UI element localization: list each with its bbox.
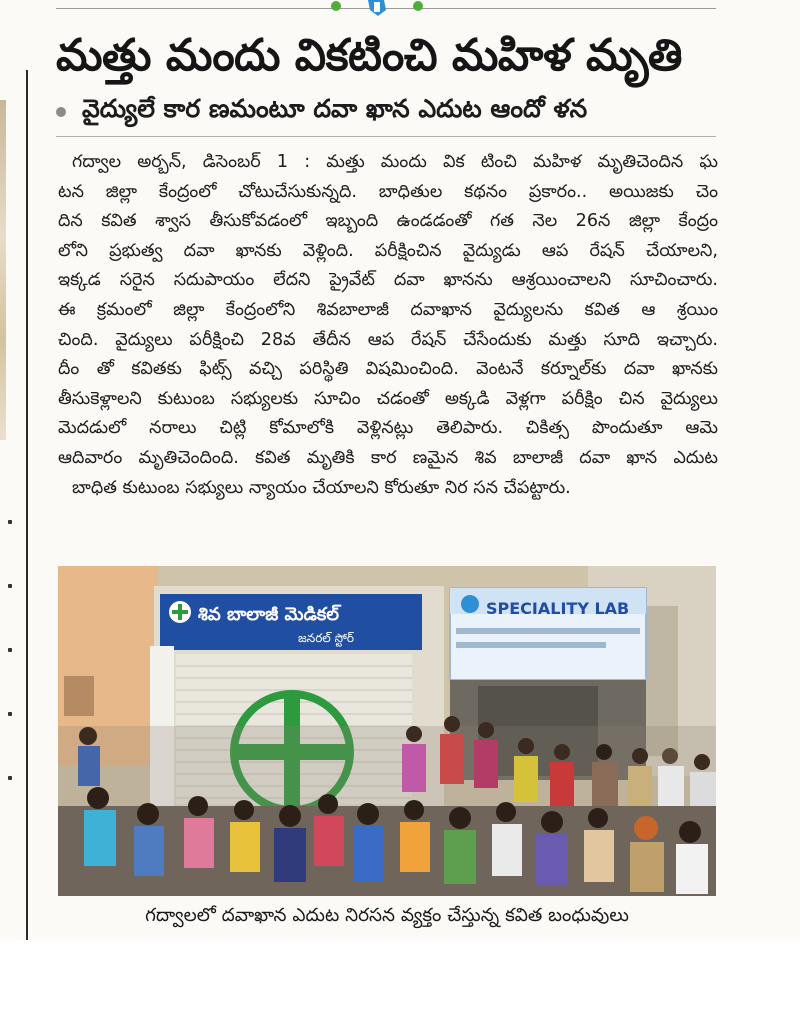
subheadline (56, 92, 696, 132)
subheadline-text: వైద్యులే కార ణమంటూ దవా ఖాన ఎదుట ఆందో ళన (82, 94, 588, 123)
body-line: చింది. వైద్యులు పరీక్షించి 28వ తేదీన ఆప రేషన్ చేసేందుకు మత్తు సూది ఇచ్చారు. (58, 329, 718, 350)
body-line: గద్వాల అర్బన్, డిసెంబర్ 1 : మత్తు మందు విక టించి మహిళ మృతిచెందిన ఘ (72, 152, 718, 172)
bullet-icon (56, 107, 66, 117)
publication-logo-icon (322, 0, 432, 18)
shop-sign-text: శివ బాలాజీ మెడికల్ (198, 604, 340, 625)
adjacent-column-text-fragments (8, 520, 14, 840)
column-divider (26, 70, 28, 940)
body-line: లోని ప్రభుత్వ దవా ఖానకు వెళ్లింది. పరీక్షించిన వైద్యుడు ఆప రేషన్ చేయాలని, (58, 240, 718, 261)
body-line: బాధిత కుటుంబ సభ్యులు న్యాయం చేయాలని కోరుతూ నిర సన చేపట్టారు. (72, 477, 571, 498)
news-photo (58, 566, 716, 896)
headline: మత్తు మందు వికటించి మహిళ మృతి (56, 30, 682, 81)
adjacent-column-edge (0, 100, 6, 440)
body-line: తీసుకెళ్లాలని కుటుంబ సభ్యులకు సూచిం చడంతో అక్కడి వెళ్లగా పరీక్షిం చిన వైద్యులు (58, 388, 718, 409)
article-body (58, 148, 718, 503)
lab-sign-text: SPECIALITY LAB (486, 599, 630, 618)
body-line: ఆదివారం మృతిచెందింది. కవిత మృతికి కార ణమైన శివ బాలాజీ దవా ఖాన ఎదుట (58, 447, 718, 468)
body-line: టన జిల్లా కేంద్రంలో చోటుచేసుకున్నది. బాధితుల కథనం ప్రకారం.. అయిజకు చెం (58, 181, 718, 202)
photo-caption: గద్వాలలో దవాఖాన ఎదుట నిరసన వ్యక్తం చేస్తున్న కవిత బంధువులు (145, 905, 629, 926)
body-line: దీం తో కవితకు ఫిట్స్ వచ్చి పరిస్థితి విషమించింది. వెంటనే కర్నూల్‌కు దవా ఖానకు (58, 359, 718, 380)
shop-sign-subtext: జనరల్ స్టోర్ (298, 631, 354, 645)
body-line: ఇక్కడ సరైన సదుపాయం లేదని ప్రైవేట్ దవా ఖానను ఆశ్రయించాలని సూచించారు. (58, 270, 718, 291)
subheadline-rule (56, 136, 716, 137)
body-line: ఈ క్రమంలో జిల్లా కేంద్రంలోని శివబాలాజీ దవాఖాన వైద్యులను కవిత ఆ శ్రయిం (58, 299, 718, 320)
body-line: మెదడులో నరాలు చిట్లి కోమాలోకి వెళ్లినట్లు తెలిపారు. చికిత్స పొందుతూ ఆమె (58, 418, 718, 439)
body-line: దిన కవిత శ్వాస తీసుకోవడంలో ఇబ్బంది ఉండడంతో గత నెల 26న జిల్లా కేంద్రం (58, 211, 718, 232)
